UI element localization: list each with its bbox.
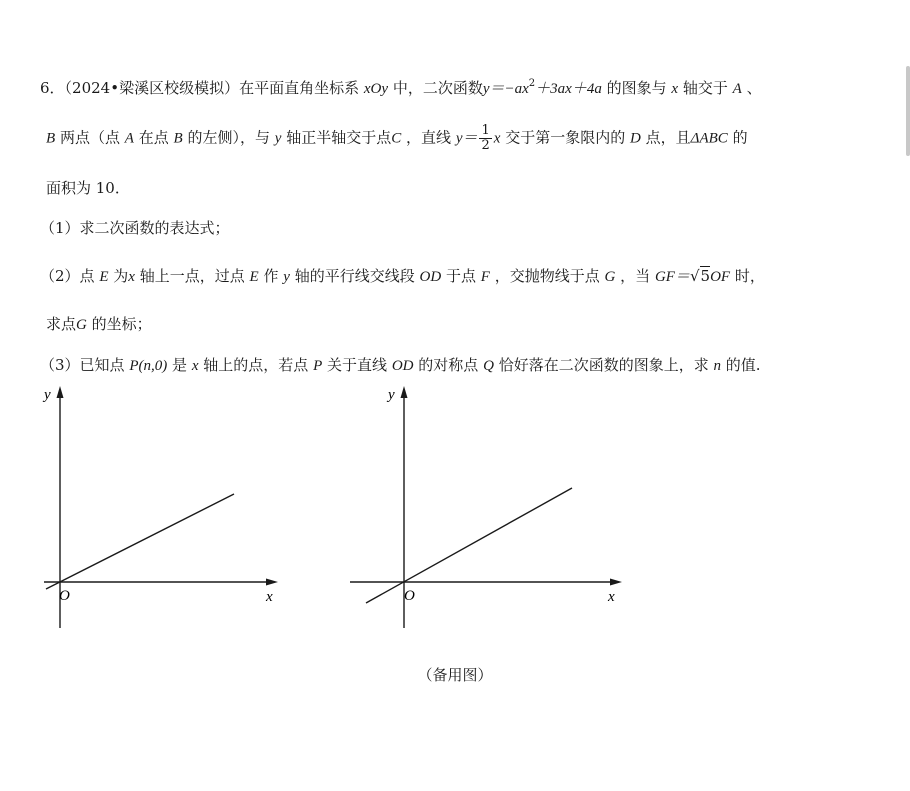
- problem-line-1: [40, 74, 762, 99]
- math-var: B: [46, 130, 56, 147]
- problem-line-3: 面积为 10．: [46, 179, 130, 197]
- text-segment: （3）已知点: [40, 356, 125, 374]
- math-var: ΔABC: [690, 130, 728, 147]
- origin-label: O: [59, 588, 70, 604]
- text-segment: （2）点: [40, 267, 95, 285]
- text-segment: 轴上的点，若点: [203, 356, 309, 374]
- math-var: P: [313, 358, 323, 374]
- math-var: E: [99, 269, 109, 285]
- sqrt-radicand: 5: [700, 267, 711, 285]
- text-segment: 的坐标；: [91, 315, 152, 333]
- text-segment: ，直线: [406, 128, 452, 147]
- y-axis-label: y: [388, 387, 395, 403]
- problem-line-2: [46, 124, 748, 153]
- problem-number: 6．: [40, 79, 65, 97]
- text-segment: 在平面直角坐标系: [239, 79, 360, 97]
- math-formula: GF＝: [654, 269, 690, 285]
- text-segment: 在点: [138, 128, 169, 147]
- text-segment: 的对称点: [418, 356, 479, 374]
- x-axis-arrow: [266, 579, 278, 586]
- math-var: A: [124, 130, 134, 147]
- math-formula: y＝: [455, 130, 478, 147]
- math-var: E: [249, 269, 259, 285]
- math-var: y: [274, 130, 282, 147]
- text-segment: 轴上一点，过点: [139, 267, 245, 285]
- text-segment: 为: [113, 267, 129, 285]
- text-segment: ，交抛物线于点: [494, 267, 600, 285]
- fraction-denominator: 2: [481, 138, 490, 153]
- fraction: [479, 124, 491, 153]
- text-segment: 的左侧），与: [187, 128, 270, 147]
- text-segment: 、: [746, 79, 762, 97]
- x-axis-label: x: [608, 589, 615, 605]
- math-formula: ＋3ax＋4a: [535, 81, 602, 97]
- scrollbar[interactable]: [906, 66, 910, 156]
- math-var: G: [604, 269, 616, 285]
- text-segment: 中，二次函数: [392, 79, 483, 97]
- math-var: P(n,0): [129, 358, 168, 374]
- coordinate-figure-2: [346, 382, 626, 632]
- text-segment: 恰好落在二次函数的图象上，求: [498, 356, 709, 374]
- x-axis-arrow: [610, 579, 622, 586]
- math-var: x: [191, 358, 199, 374]
- x-axis-label: x: [266, 589, 273, 605]
- text-segment: 的值.: [725, 356, 761, 374]
- text-segment: 交于第一象限内的: [505, 128, 626, 147]
- question-part-1: （1）求二次函数的表达式；: [40, 219, 230, 237]
- question-part-3: [40, 355, 761, 376]
- math-var: B: [173, 130, 183, 147]
- problem-source: （2024•梁溪区校级模拟）: [64, 79, 240, 97]
- text-segment: 是: [172, 356, 188, 374]
- math-var: D: [630, 130, 641, 147]
- math-var: OD: [391, 358, 414, 374]
- math-var: y: [283, 269, 290, 285]
- text-segment: 轴的平行线交线段: [294, 267, 415, 285]
- math-formula: y＝−ax: [482, 81, 529, 97]
- figure-caption: （备用图）: [417, 666, 493, 684]
- math-var: OD: [419, 269, 442, 285]
- math-var: G: [76, 317, 87, 333]
- text-segment: 轴交于: [682, 79, 728, 97]
- y-axis-arrow: [401, 386, 408, 398]
- math-var: x: [128, 269, 135, 285]
- y-axis-label: y: [44, 387, 51, 403]
- text-segment: 作: [263, 267, 279, 285]
- question-part-2: [40, 266, 765, 287]
- math-var: Q: [483, 358, 494, 374]
- math-var: n: [713, 358, 721, 374]
- math-var: xOy: [363, 81, 389, 97]
- math-var: A: [732, 81, 742, 97]
- text-segment: 关于直线: [327, 356, 388, 374]
- origin-label: O: [404, 588, 415, 604]
- question-part-2-continued: [46, 314, 152, 335]
- text-segment: 轴正半轴交于点: [286, 128, 392, 147]
- math-var: F: [480, 269, 490, 285]
- text-segment: 点，且: [645, 128, 691, 147]
- text-segment: 的: [732, 128, 748, 147]
- text-segment: ，当: [620, 267, 651, 285]
- math-var: x: [671, 81, 679, 97]
- text-segment: 两点（点: [59, 128, 120, 147]
- line-od: [46, 494, 234, 589]
- math-exponent: 2: [528, 78, 536, 89]
- fraction-numerator: 1: [481, 123, 490, 138]
- text-segment: 的图象与: [606, 79, 667, 97]
- coordinate-figure-1: [38, 382, 278, 632]
- text-segment: 求点: [46, 315, 77, 333]
- text-segment: 时，: [734, 267, 765, 285]
- line-od: [366, 488, 572, 603]
- math-var: x: [493, 130, 501, 147]
- sqrt-sign: √: [689, 267, 700, 285]
- text-segment: 于点: [446, 267, 477, 285]
- y-axis-arrow: [57, 386, 64, 398]
- math-var: OF: [710, 269, 731, 285]
- math-var: C: [391, 130, 402, 147]
